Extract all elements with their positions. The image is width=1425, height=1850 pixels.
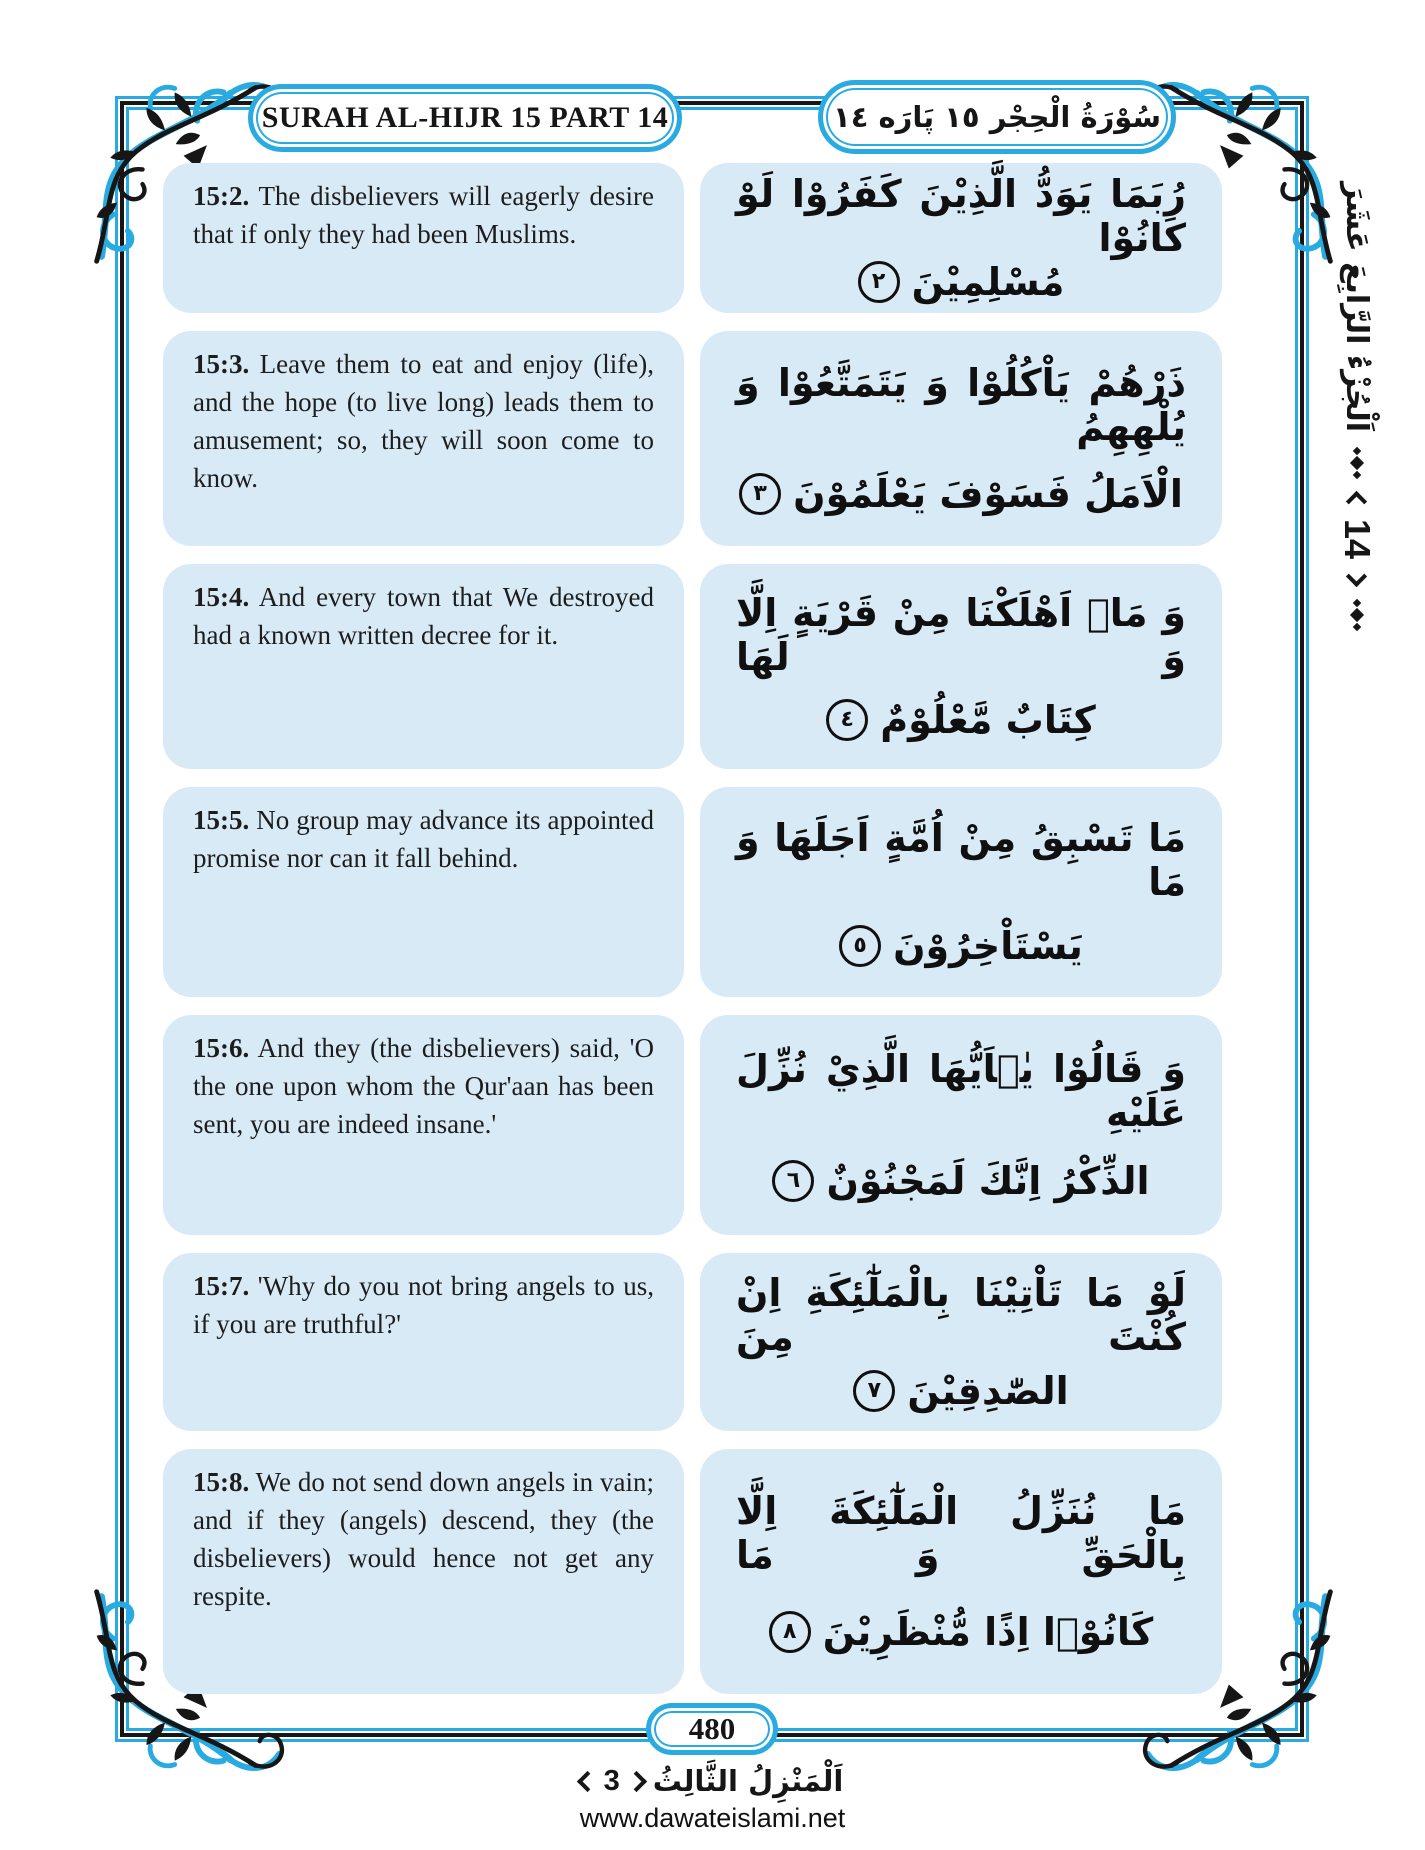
- arabic-box: [700, 1253, 1222, 1431]
- ornate-bracket-icon: [1346, 566, 1367, 587]
- verse-row: [163, 787, 1222, 997]
- arabic-line: لَوْ مَا تَاْتِيْنَا بِالْمَلٰٓئِكَةِ اِنْ كُنْتَ مِنَ: [736, 1271, 1186, 1359]
- verse-row: [163, 331, 1222, 546]
- arabic-line: ذَرْهُمْ يَاْكُلُوْا وَ يَتَمَتَّعُوْا وَ يُلْهِهِمُ: [736, 361, 1186, 450]
- diamond-ornament-icon: [1352, 600, 1362, 630]
- translation-box: [163, 1015, 684, 1235]
- verse-ref: 15:8.: [193, 1467, 250, 1497]
- verse-ref: 15:6.: [193, 1033, 250, 1063]
- verse-translation: We do not send down angels in vain; and if they (angels) descend, they (the disbelievers) would hence not get any respite.: [193, 1467, 654, 1611]
- verse-row: [163, 1253, 1222, 1431]
- arabic-line: الصّٰدِقِيْنَ ٧: [736, 1369, 1186, 1413]
- verse-row: [163, 163, 1222, 313]
- verse-translation: Leave them to eat and enjoy (life), and the hope (to live long) leads them to amusement; so, they will soon come to know.: [193, 349, 654, 493]
- translation-box: [163, 564, 684, 769]
- translation-box: [163, 1449, 684, 1694]
- arabic-line: مُسْلِمِيْنَ ٢: [736, 260, 1186, 304]
- arabic-line: وَ مَاۤ اَهْلَكْنَا مِنْ قَرْيَةٍ اِلَّا وَ لَهَا: [736, 591, 1186, 679]
- ayah-number-circle: ٥: [839, 925, 881, 967]
- ornate-bracket-icon: [626, 1770, 647, 1791]
- manzil-line: [0, 1764, 1425, 1798]
- surah-title-english: SURAH AL-HIJR 15 PART 14: [261, 101, 669, 134]
- verse-ref: 15:7.: [193, 1271, 250, 1301]
- surah-title-banner: [248, 84, 682, 152]
- ayah-number-circle: ٨: [769, 1611, 811, 1653]
- ornate-bracket-icon: [1346, 491, 1367, 512]
- juz-calligraphy: اَلْجُزْءُ الرَّابِعَ عَشَرَ: [1339, 182, 1375, 432]
- arabic-line: مَا نُنَزِّلُ الْمَلٰٓئِكَةَ اِلَّا بِالْحَقِّ وَ مَا: [736, 1489, 1186, 1578]
- arabic-box: [700, 564, 1222, 769]
- translation-box: [163, 331, 684, 546]
- arabic-box: [700, 787, 1222, 997]
- arabic-line: مَا تَسْبِقُ مِنْ اُمَّةٍ اَجَلَهَا وَ مَا: [736, 815, 1186, 904]
- arabic-box: [700, 163, 1222, 313]
- ayah-number-circle: ٤: [826, 699, 868, 741]
- verse-translation: And they (the disbelievers) said, 'O the one upon whom the Qur'aan has been sent, you are indeed insane.': [193, 1033, 654, 1139]
- surah-title-banner-arabic: [818, 80, 1176, 154]
- verse-grid: [163, 163, 1222, 1694]
- surah-title-arabic: سُوْرَةُ الْحِجْر ١٥ پَارَه ١٤: [833, 100, 1161, 134]
- diamond-ornament-icon: [1352, 448, 1362, 478]
- verse-translation: And every town that We destroyed had a known written decree for it.: [193, 582, 655, 650]
- ayah-number-circle: ٢: [858, 261, 900, 303]
- verse-ref: 15:5.: [193, 805, 250, 835]
- page-number: 480: [688, 1711, 736, 1746]
- ayah-number-circle: ٦: [772, 1160, 814, 1202]
- arabic-box: [700, 1449, 1222, 1694]
- arabic-box: [700, 331, 1222, 546]
- arabic-line: رُبَمَا يَوَدُّ الَّذِيْنَ كَفَرُوْا لَوْ كَانُوْا: [736, 171, 1186, 260]
- ayah-number-circle: ٧: [853, 1370, 895, 1412]
- arabic-line: وَ قَالُوْا يٰۤاَيُّهَا الَّذِيْ نُزِّلَ عَلَيْهِ: [736, 1047, 1186, 1135]
- arabic-line: الذِّكْرُ اِنَّكَ لَمَجْنُوْنٌ ٦: [736, 1159, 1186, 1203]
- manzil-arabic: اَلْمَنْزِلُ الثَّالِثُ: [652, 1764, 844, 1798]
- website-url: www.dawateislami.net: [579, 1803, 846, 1833]
- arabic-line: كَانُوْۤا اِذًا مُّنْظَرِيْنَ ٨: [736, 1610, 1186, 1654]
- arabic-line: الْاَمَلُ فَسَوْفَ يَعْلَمُوْنَ ٣: [736, 472, 1186, 516]
- verse-ref: 15:4.: [193, 582, 250, 612]
- verse-row: [163, 564, 1222, 769]
- verse-translation: The disbelievers will eagerly desire that if only they had been Muslims.: [193, 181, 654, 249]
- verse-translation: 'Why do you not bring angels to us, if you are truthful?': [193, 1271, 655, 1339]
- verse-ref: 15:2.: [193, 181, 250, 211]
- translation-box: [163, 787, 684, 997]
- arabic-box: [700, 1015, 1222, 1235]
- page-number-badge: [646, 1703, 778, 1755]
- translation-box: [163, 163, 684, 313]
- arabic-line: يَسْتَاْخِرُوْنَ ٥: [736, 924, 1186, 968]
- manzil-number: 3: [603, 1764, 620, 1797]
- arabic-line: كِتَابٌ مَّعْلُوْمٌ ٤: [736, 698, 1186, 742]
- juz-number: 14: [1337, 519, 1378, 560]
- translation-box: [163, 1253, 684, 1431]
- ornate-bracket-icon: [577, 1770, 598, 1791]
- verse-row: [163, 1015, 1222, 1235]
- juz-number-badge: [1336, 494, 1378, 584]
- ayah-number-circle: ٣: [739, 473, 781, 515]
- verse-ref: 15:3.: [193, 349, 250, 379]
- verse-row: [163, 1449, 1222, 1694]
- verse-translation: No group may advance its appointed promise nor can it fall behind.: [193, 805, 654, 873]
